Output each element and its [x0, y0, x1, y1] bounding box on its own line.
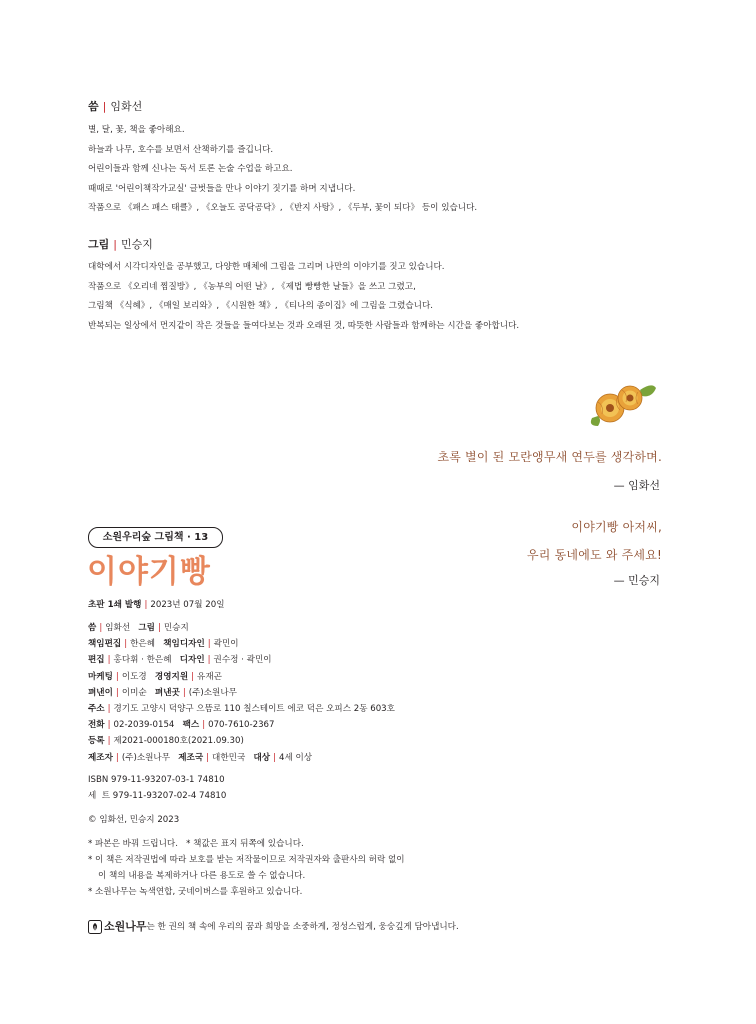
note-line: * 소원나무는 녹색연합, 굿네이버스를 후원하고 있습니다.: [88, 887, 303, 897]
author-bio-line: 하늘과 나무, 호수를 보면서 산책하기를 즐깁니다.: [88, 144, 274, 155]
illustrator-bio-line: 작품으로 《오리네 찜질방》, 《농부의 어떤 날》, 《제법 빵빵한 날들》을 쓰고 그렸고,: [88, 281, 416, 292]
illustrator-bio-line: 반복되는 일상에서 먼지같이 작은 것들을 들여다보는 것과 오래된 것, 따뜻한 사람들과 함께하는 시간을 좋아합니다.: [88, 320, 520, 331]
divider: |: [113, 238, 117, 251]
author-signature: — 임화선: [613, 479, 660, 492]
series-badge: 소원우리숲 그림책 · 13: [88, 527, 223, 548]
isbn-block: [88, 772, 226, 804]
credits-line: 마케팅 | 이도경 경영지원 | 유재곤: [88, 671, 222, 682]
contact-line: 전화 | 02-2039-0154 팩스 | 070-7610-2367: [88, 720, 275, 731]
note-line: * 파본은 바꿔 드립니다. * 책값은 표지 뒤쪽에 있습니다.: [88, 839, 304, 849]
divider: |: [144, 600, 148, 610]
author-heading: [88, 98, 142, 114]
edition-line: 초판 1쇄 발행 | 2023년 07월 20일: [88, 600, 225, 610]
divider: |: [102, 100, 107, 113]
illustrator-bio: [88, 258, 519, 336]
publisher-logo-icon: [88, 920, 102, 934]
set-isbn-line: 세 트 979-11-93207-02-4 74810: [88, 791, 227, 802]
notes-block: [88, 836, 405, 900]
note-line: * 이 책은 저작권법에 따라 보호를 받는 저작물이므로 저작권자와 출판사의 허락 없이: [88, 855, 405, 865]
copyright: © 임화선, 민승지 2023: [88, 815, 180, 825]
illustrator-bio-line: 그림책 《식혜》, 《매일 보리와》, 《시원한 책》, 《티나의 종이집》에 그림을 그렸습니다.: [88, 301, 434, 311]
author-bio-line: 때때로 '어린이책작가교실' 글벗들을 만나 이야기 짓기를 하며 지냅니다.: [88, 183, 356, 194]
address-line: 주소 | 경기도 고양시 덕양구 으뜸로 110 칠스테이트 에코 덕은 오피스 2동 603호: [88, 704, 395, 715]
note-line: 이 책의 내용을 복제하거나 다른 용도로 쓸 수 없습니다.: [98, 871, 306, 881]
author-bio-line: 작품으로 《패스 패스 태클》, 《오늘도 공닥공닥》, 《반지 사탕》, 《두부, 꽃이 되다》 등이 있습니다.: [88, 203, 478, 213]
author-name: 임화선: [110, 100, 143, 113]
illustrator-signature: — 민승지: [613, 574, 660, 587]
registration-line: 등록 | 제2021-000180호(2021.09.30): [88, 736, 244, 747]
credits-line: 씀 | 임화선 그림 | 민승지: [88, 623, 189, 633]
publisher-logo-text: 소원나무: [104, 920, 147, 933]
illustrator-role-label: 그림: [88, 238, 110, 251]
illustrator-bio-line: 대학에서 시각디자인을 공부했고, 다양한 매체에 그림을 그리며 나만의 이야기를 짓고 있습니다.: [88, 262, 445, 272]
illustrator-name: 민승지: [120, 238, 153, 251]
author-bio-line: 별, 달, 꽃, 책을 좋아해요.: [88, 125, 185, 135]
isbn-line: ISBN 979-11-93207-03-1 74810: [88, 775, 225, 785]
illustrator-dedication-line: 우리 동네에도 와 주세요!: [527, 548, 662, 562]
flower-illustration: [588, 380, 658, 430]
author-role-label: 씀: [88, 100, 99, 113]
publisher-slogan: 는 한 권의 책 속에 우리의 꿈과 희망을 소중하게, 정성스럽게, 웅숭깊게 담아냅니다.: [146, 922, 459, 932]
credits-line: 펴낸이 | 이미순 펴낸곳 | (주)소원나무: [88, 687, 237, 698]
credits-line: 편집 | 홍다휘 · 한은혜 디자인 | 권수정 · 곽민이: [88, 655, 272, 666]
credits-line: 책임편집 | 한은혜 책임디자인 | 곽민이: [88, 639, 239, 650]
publisher-footer: [88, 919, 459, 935]
colophon-credits: [88, 620, 395, 766]
maker-line: 제조자 | (주)소원나무 제조국 | 대한민국 대상 | 4세 이상: [88, 752, 313, 763]
book-title-logo: 이야기빵: [87, 554, 211, 590]
illustrator-heading: [88, 236, 153, 252]
illustrator-dedication-line: 이야기빵 아저씨,: [571, 520, 662, 534]
author-bio-line: 어린이들과 함께 신나는 독서 토론 논술 수업을 하고요.: [88, 164, 293, 174]
author-dedication: 초록 별이 된 모란앵무새 연두를 생각하며.: [437, 450, 662, 464]
author-bio: [88, 121, 477, 219]
